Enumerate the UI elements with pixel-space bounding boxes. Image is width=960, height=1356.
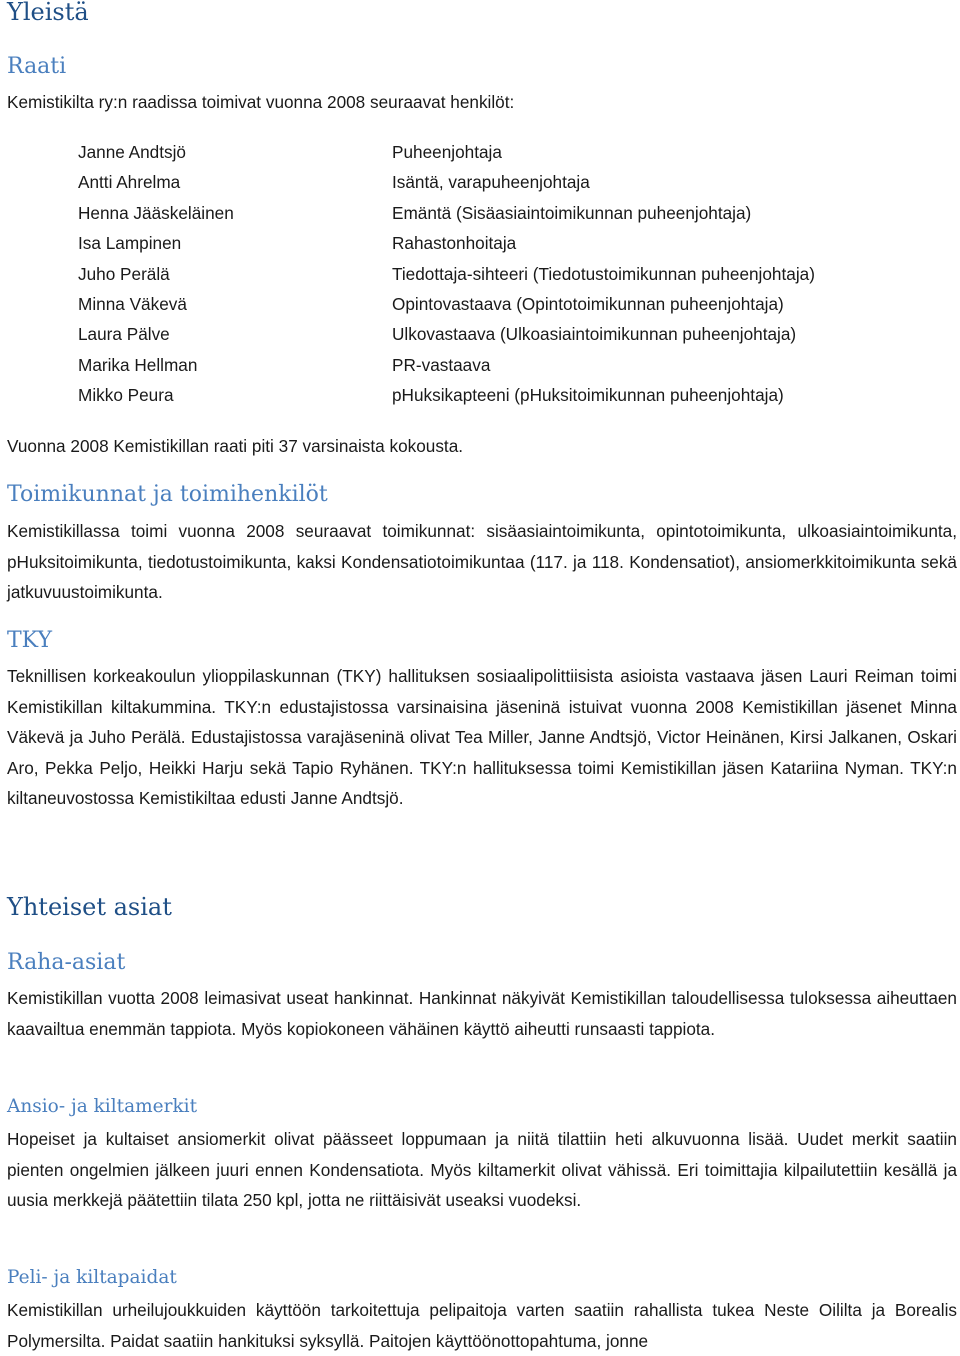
member-name: Mikko Peura — [78, 385, 174, 406]
member-role: pHuksikapteeni (pHuksitoimikunnan puheenjohtaja) — [392, 385, 784, 406]
member-role: Emäntä (Sisäasiaintoimikunnan puheenjohtaja) — [392, 202, 752, 223]
heading-raha-asiat: Raha-asiat — [7, 950, 126, 975]
member-name: Janne Andtsjö — [78, 142, 186, 162]
member-name: Laura Pälve — [78, 324, 170, 345]
member-role: Isäntä, varapuheenjohtaja — [392, 172, 590, 193]
paragraph-tky: Teknillisen korkeakoulun ylioppilaskunnan (TKY) hallituksen sosiaalipolittiisista asioista vastaava jäsen Lauri Reiman toimi Kemistikillan kiltakummina. TKY:n edustajistossa varsinaisina jäseninä istuivat vuonna 2008 Kemistikillan jäsenet Minna Väkevä ja Juho Perälä. Edustajistossa varajäseninä olivat Tea Miller, Janne Andtsjö, Victor Heinänen, Kirsi Jalkanen, Oskari Aro, Pekka Peljo, Heikki Harju sekä Tapio Ryhänen. TKY:n hallituksessa toimi Kemistikillan jäsen Katariina Nyman. TKY:n kiltaneuvostossa Kemistikiltaa edusti Janne Andtsjö. — [7, 666, 957, 808]
member-role: PR-vastaava — [392, 354, 491, 375]
paragraph-toimikunnat: Kemistikillassa toimi vuonna 2008 seuraavat toimikunnat: sisäasiaintoimikunta, opintotoimikunta, ulkoasiaintoimikunta, pHuksitoimikunta, tiedotustoimikunta, kaksi Kondensatiotoimikuntaa (117. ja 118. Kondensatiot), ansiomerkkitoimikunta sekä jatkuvuustoimikunta. — [7, 521, 957, 602]
heading-peli-kiltapaidat: Peli- ja kiltapaidat — [7, 1267, 177, 1288]
heading-yleista: Yleistä — [7, 0, 89, 26]
heading-yhteiset-asiat: Yhteiset asiat — [7, 893, 172, 921]
member-name: Juho Perälä — [78, 263, 170, 284]
member-name: Isa Lampinen — [78, 233, 182, 254]
member-name: Minna Väkevä — [78, 293, 187, 314]
raati-intro: Kemistikilta ry:n raadissa toimivat vuonna 2008 seuraavat henkilöt: — [7, 92, 515, 112]
raati-meetings-text: Vuonna 2008 Kemistikillan raati piti 37 varsinaista kokousta. — [7, 436, 464, 456]
member-name: Marika Hellman — [78, 354, 198, 375]
member-role: Rahastonhoitaja — [392, 233, 517, 254]
paragraph-raha-asiat: Kemistikillan vuotta 2008 leimasivat useat hankinnat. Hankinnat näkyivät Kemistikillan taloudellisessa tuloksessa aiheuttaen kaavailtua enemmän tappiota. Myös kopiokoneen vähäinen käyttö aiheutti runsaasti tappiota. — [7, 988, 957, 1039]
member-role: Tiedottaja-sihteeri (Tiedotustoimikunnan puheenjohtaja) — [392, 263, 815, 284]
member-role: Opintovastaava (Opintotoimikunnan puheenjohtaja) — [392, 293, 784, 314]
heading-tky: TKY — [7, 628, 53, 653]
member-name: Antti Ahrelma — [78, 172, 181, 193]
heading-raati: Raati — [7, 54, 67, 79]
paragraph-ansio-kiltamerkit: Hopeiset ja kultaiset ansiomerkit olivat päässeet loppumaan ja niitä tilattiin heti alkuvuonna lisää. Uudet merkit saatiin pienten ongelmien jälkeen juuri ennen Kondensatiota. Myös kiltamerkit olivat vähissä. Eri toimittajia kilpailutettiin kesällä ja uusia merkkejä päätettiin tilata 250 kpl, jotta ne riittäisivät useaksi vuodeksi. — [7, 1129, 957, 1210]
member-name: Henna Jääskeläinen — [78, 202, 234, 223]
heading-ansio-kiltamerkit: Ansio- ja kiltamerkit — [7, 1096, 198, 1117]
heading-toimikunnat: Toimikunnat ja toimihenkilöt — [7, 482, 328, 507]
paragraph-peli-kiltapaidat: Kemistikillan urheilujoukkuiden käyttöön tarkoitettuja pelipaitoja varten saatiin rahallista tukea Neste Oililta ja Borealis Polymersilta. Paidat saatiin hankituksi syksyllä. Paitojen käyttöönottopahtuma, jonne — [7, 1300, 957, 1351]
member-role: Ulkovastaava (Ulkoasiaintoimikunnan puheenjohtaja) — [392, 324, 797, 345]
member-role: Puheenjohtaja — [392, 142, 502, 162]
